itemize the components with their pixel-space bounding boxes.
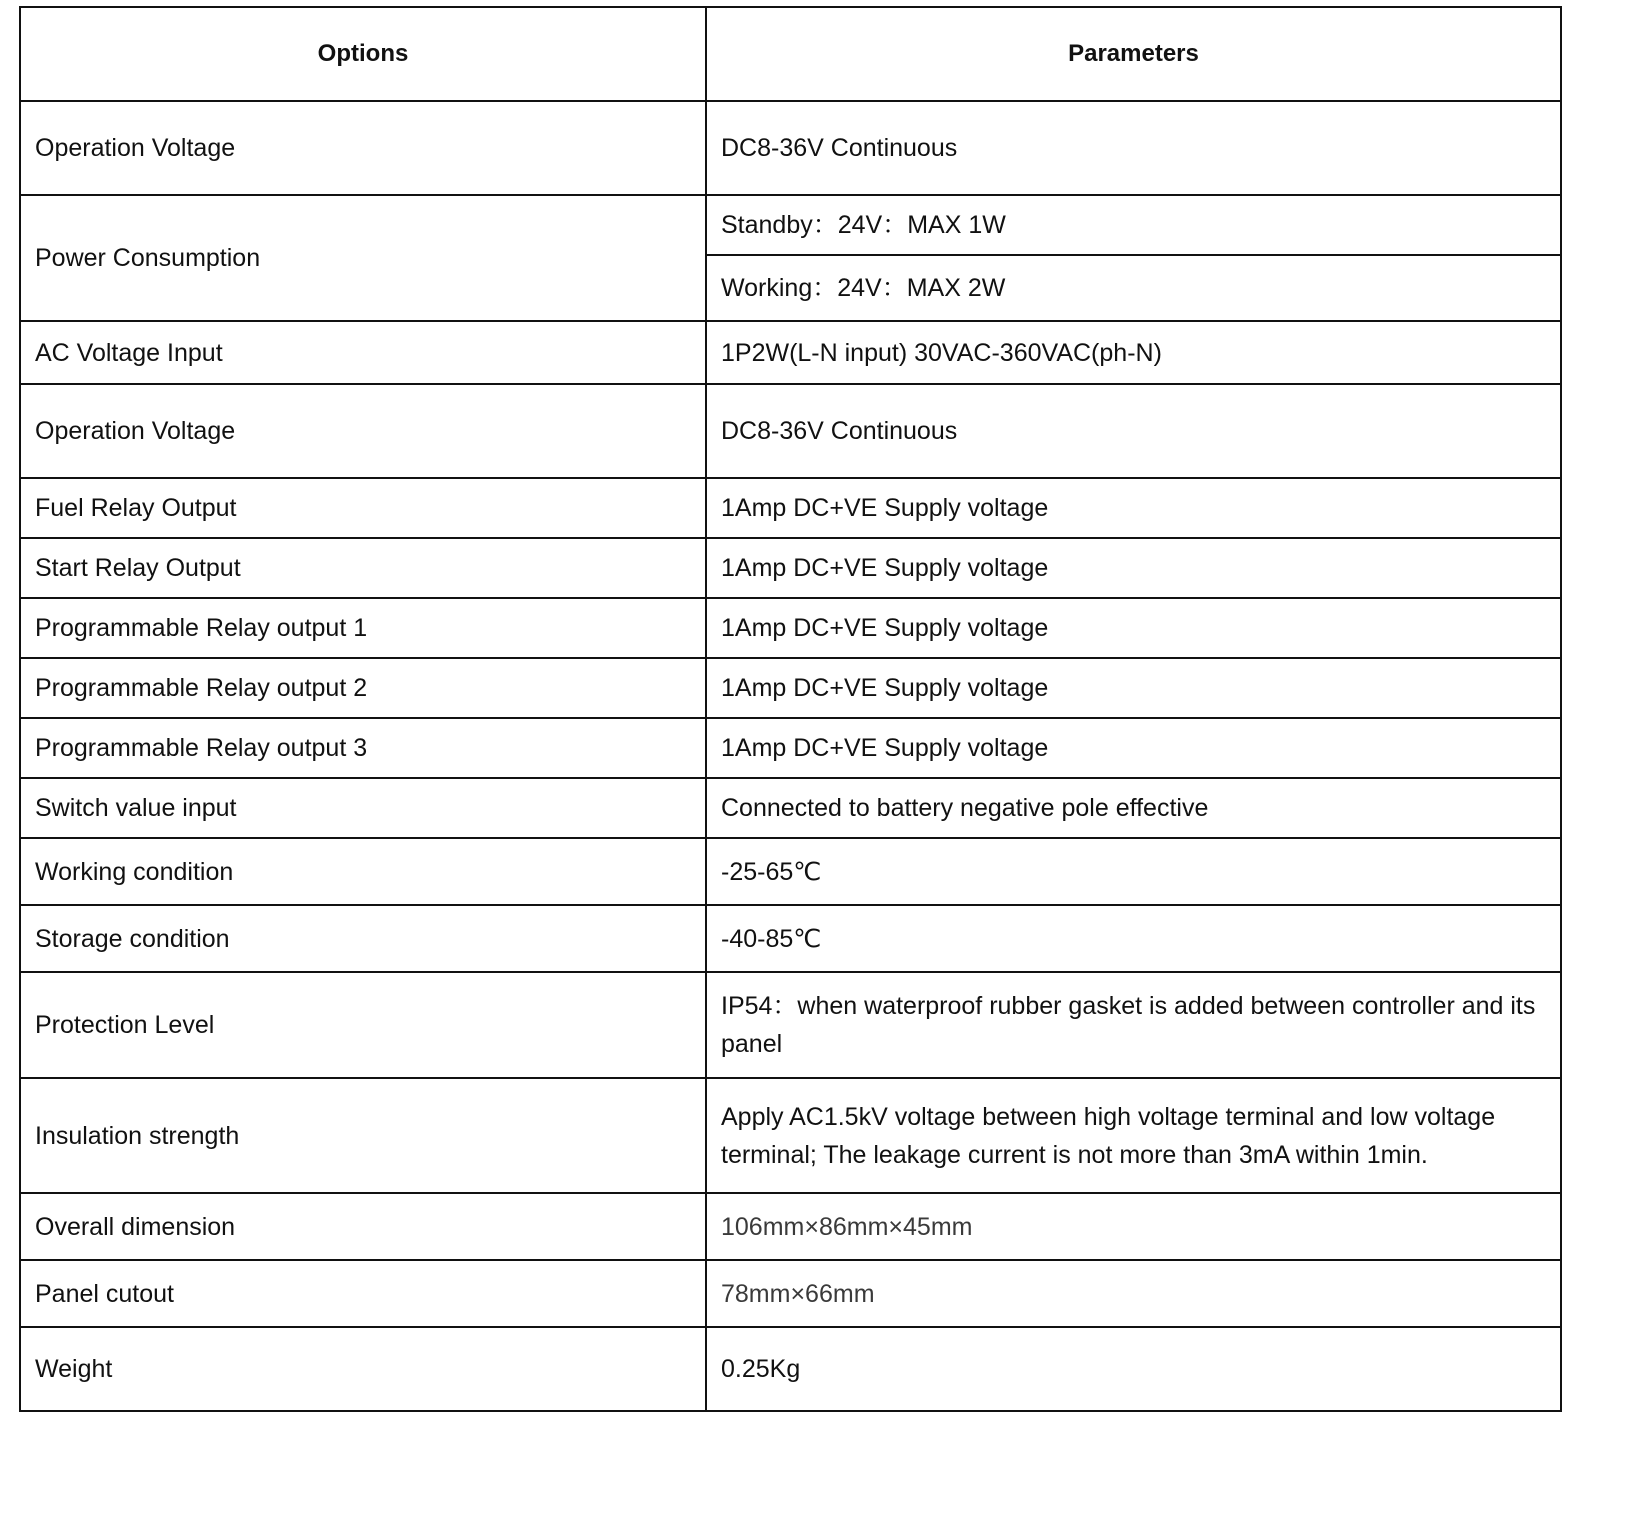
table-row [20,195,1561,255]
header-options: Options [20,7,706,101]
table-row [20,972,1561,1078]
option-cell: Start Relay Output [20,538,706,598]
table-row [20,598,1561,658]
option-cell: Weight [20,1327,706,1411]
table-row [20,778,1561,838]
table-row [20,538,1561,598]
table-row [20,384,1561,478]
parameter-cell: 0.25Kg [706,1327,1561,1411]
table-row [20,905,1561,972]
parameter-cell-working: Working：24V：MAX 2W [706,255,1561,321]
option-cell: Insulation strength [20,1078,706,1193]
option-cell: Switch value input [20,778,706,838]
table-row [20,1327,1561,1411]
parameter-cell: -25-65℃ [706,838,1561,905]
option-cell: Overall dimension [20,1193,706,1260]
parameter-cell: 1Amp DC+VE Supply voltage [706,478,1561,538]
table-row [20,1078,1561,1193]
parameter-cell: Apply AC1.5kV voltage between high voltage terminal and low voltage terminal; The leakage current is not more than 3mA within 1min. [706,1078,1561,1193]
parameter-cell: Connected to battery negative pole effective [706,778,1561,838]
option-cell: Storage condition [20,905,706,972]
table-row [20,838,1561,905]
parameter-cell: 1Amp DC+VE Supply voltage [706,538,1561,598]
table-header-row [20,7,1561,101]
option-cell: AC Voltage Input [20,321,706,384]
option-cell: Fuel Relay Output [20,478,706,538]
option-cell: Protection Level [20,972,706,1078]
parameter-cell: 106mm×86mm×45mm [706,1193,1561,1260]
parameter-cell: 1Amp DC+VE Supply voltage [706,598,1561,658]
header-parameters: Parameters [706,7,1561,101]
table-row [20,658,1561,718]
parameter-cell: 1Amp DC+VE Supply voltage [706,658,1561,718]
specifications-table [19,6,1562,1412]
parameter-cell: IP54：when waterproof rubber gasket is added between controller and its panel [706,972,1561,1078]
option-cell: Programmable Relay output 2 [20,658,706,718]
parameter-cell: DC8-36V Continuous [706,384,1561,478]
parameter-cell: 78mm×66mm [706,1260,1561,1327]
option-cell: Programmable Relay output 1 [20,598,706,658]
table-row [20,1260,1561,1327]
table-row [20,321,1561,384]
table-row [20,1193,1561,1260]
option-cell: Operation Voltage [20,384,706,478]
option-cell: Working condition [20,838,706,905]
parameter-cell: 1P2W(L-N input) 30VAC-360VAC(ph-N) [706,321,1561,384]
parameter-cell: -40-85℃ [706,905,1561,972]
option-cell: Power Consumption [20,195,706,321]
parameter-cell: 1Amp DC+VE Supply voltage [706,718,1561,778]
table-row [20,478,1561,538]
option-cell: Panel cutout [20,1260,706,1327]
option-cell: Operation Voltage [20,101,706,195]
parameter-cell-standby: Standby：24V：MAX 1W [706,195,1561,255]
table-row [20,718,1561,778]
table-row [20,101,1561,195]
option-cell: Programmable Relay output 3 [20,718,706,778]
parameter-cell: DC8-36V Continuous [706,101,1561,195]
